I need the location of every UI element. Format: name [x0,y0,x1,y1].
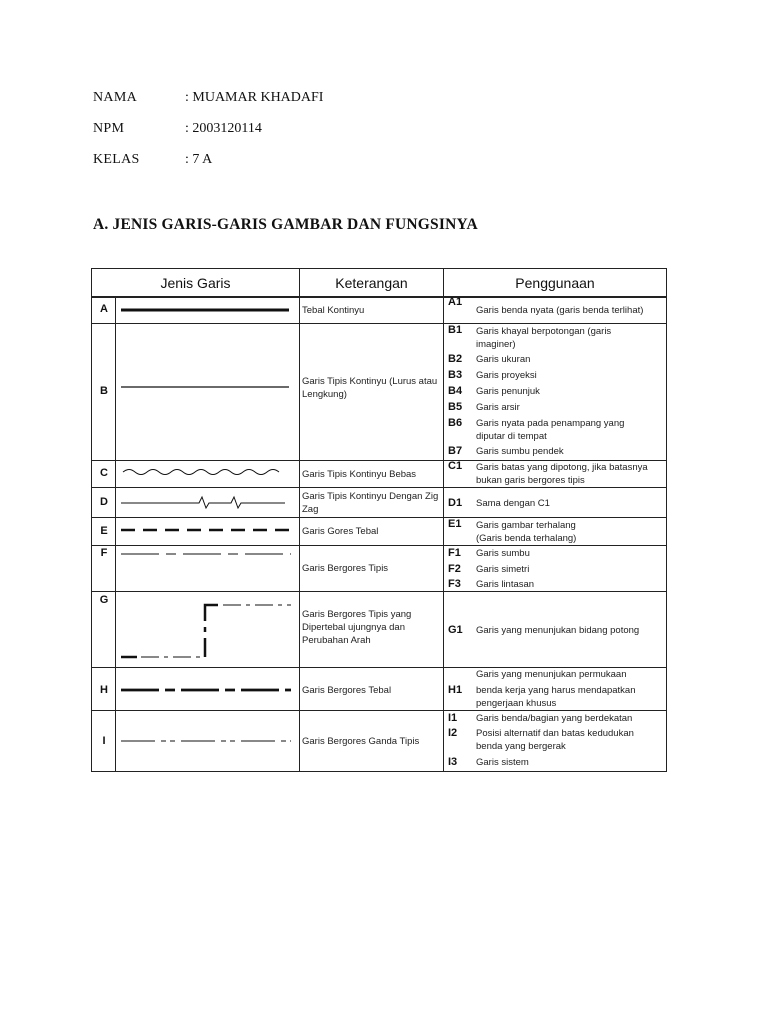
use-text-c1: Garis batas yang dipotong, jika batasnya [476,462,648,473]
keterangan-h: Garis Bergores Tebal [302,685,392,696]
kelas-label: KELAS [93,152,140,167]
row-divider [92,591,666,592]
use-text-f2: Garis simetri [476,564,530,575]
use-text-a1: Garis benda nyata (garis benda terlihat) [476,305,644,316]
npm-value: : 2003120114 [185,121,262,136]
keterangan-g: Garis Bergores Tipis yang Dipertebal ujungnya dan Perubahan Arah [302,609,412,646]
header-jenis-garis: Jenis Garis [160,275,231,291]
nama-value: : MUAMAR KHADAFI [185,90,324,105]
use-code-i2: I2 [448,727,458,739]
header-penggunaan: Penggunaan [515,275,595,291]
keterangan-i: Garis Bergores Ganda Tipis [302,736,420,747]
use-text-i1: Garis benda/bagian yang berdekatan [476,713,633,724]
use-text-b5: Garis arsir [476,402,520,413]
use-code-i3: I3 [448,756,458,768]
row-code-i: I [102,735,106,747]
use-text-f1: Garis sumbu [476,548,530,559]
use-text-b3: Garis proyeksi [476,370,537,381]
row-divider [92,517,666,518]
use-text-b1-cont: imaginer) [476,339,516,350]
use-text-h1: benda kerja yang harus mendapatkan [476,685,636,696]
col-divider [443,269,444,771]
header-keterangan: Keterangan [335,275,408,291]
use-text-b4: Garis penunjuk [476,386,540,397]
use-code-b4: B4 [448,385,463,397]
line-sample-e [117,523,300,537]
use-code-f3: F3 [448,578,461,590]
line-sample-c [117,465,300,481]
line-types-table [91,268,667,772]
use-text-b1: Garis khayal berpotongan (garis [476,326,612,337]
use-text-e1: Garis gambar terhalang [476,520,576,531]
line-sample-d [117,489,300,515]
use-text-i2-cont: benda yang bergerak [476,741,566,752]
use-text-i3: Garis sistem [476,757,529,768]
row-code-d: D [100,496,108,508]
use-text-g1: Garis yang menunjukan bidang potong [476,625,640,636]
use-code-e1: E1 [448,518,462,530]
use-code-d1: D1 [448,497,463,509]
section-title: A. JENIS GARIS-GARIS GAMBAR DAN FUNGSINYA [93,216,478,233]
row-code-g: G [99,594,109,606]
row-code-e: E [100,525,108,537]
use-text-b7: Garis sumbu pendek [476,446,564,457]
row-code-c: C [100,467,108,479]
use-text-b2: Garis ukuran [476,354,531,365]
use-text-b6-cont: diputar di tempat [476,431,547,442]
use-text-b6: Garis nyata pada penampang yang [476,418,625,429]
use-code-b6: B6 [448,417,463,429]
line-sample-h [117,683,300,697]
row-divider [92,545,666,546]
line-sample-g [117,599,300,663]
keterangan-f: Garis Bergores Tipis [302,563,389,574]
use-code-f2: F2 [448,563,461,575]
header-divider [92,296,666,298]
use-code-i1: I1 [448,712,458,724]
use-text-h1-cont: pengerjaan khusus [476,698,557,709]
use-text-e1-cont: (Garis benda terhalang) [476,533,577,544]
use-text-h-pre: Garis yang menunjukan permukaan [476,669,627,680]
use-code-a1: A1 [448,296,463,308]
line-sample-a [117,303,300,317]
row-code-f: F [100,547,108,559]
row-divider [92,323,666,324]
row-divider [92,487,666,488]
use-text-d1: Sama dengan C1 [476,498,550,509]
kelas-value: : 7 A [185,152,213,167]
use-code-b1: B1 [448,324,463,336]
line-sample-f [117,547,300,561]
row-code-b: B [100,385,108,397]
use-text-c1-cont: bukan garis bergores tipis [476,475,585,486]
use-code-b2: B2 [448,353,463,365]
line-sample-b [117,380,300,394]
keterangan-c: Garis Tipis Kontinyu Bebas [302,469,417,480]
use-code-g1: G1 [448,624,463,636]
use-code-b5: B5 [448,401,463,413]
keterangan-e: Garis Gores Tebal [302,526,379,537]
npm-label: NPM [93,121,125,136]
keterangan-b: Garis Tipis Kontinyu (Lurus atau Lengkung) [302,376,438,400]
use-text-i2: Posisi alternatif dan batas kedudukan [476,728,634,739]
keterangan-a: Tebal Kontinyu [302,305,365,316]
use-code-h1: H1 [448,684,463,696]
row-code-a: A [100,303,108,315]
use-code-c1: C1 [448,460,463,472]
use-code-f1: F1 [448,547,461,559]
use-code-b7: B7 [448,445,463,457]
row-divider [92,710,666,711]
line-sample-i [117,734,300,748]
keterangan-d: Garis Tipis Kontinyu Dengan Zig Zag [302,491,439,515]
use-text-f3: Garis lintasan [476,579,535,590]
use-code-b3: B3 [448,369,463,381]
nama-label: NAMA [93,90,137,105]
row-code-h: H [100,684,108,696]
